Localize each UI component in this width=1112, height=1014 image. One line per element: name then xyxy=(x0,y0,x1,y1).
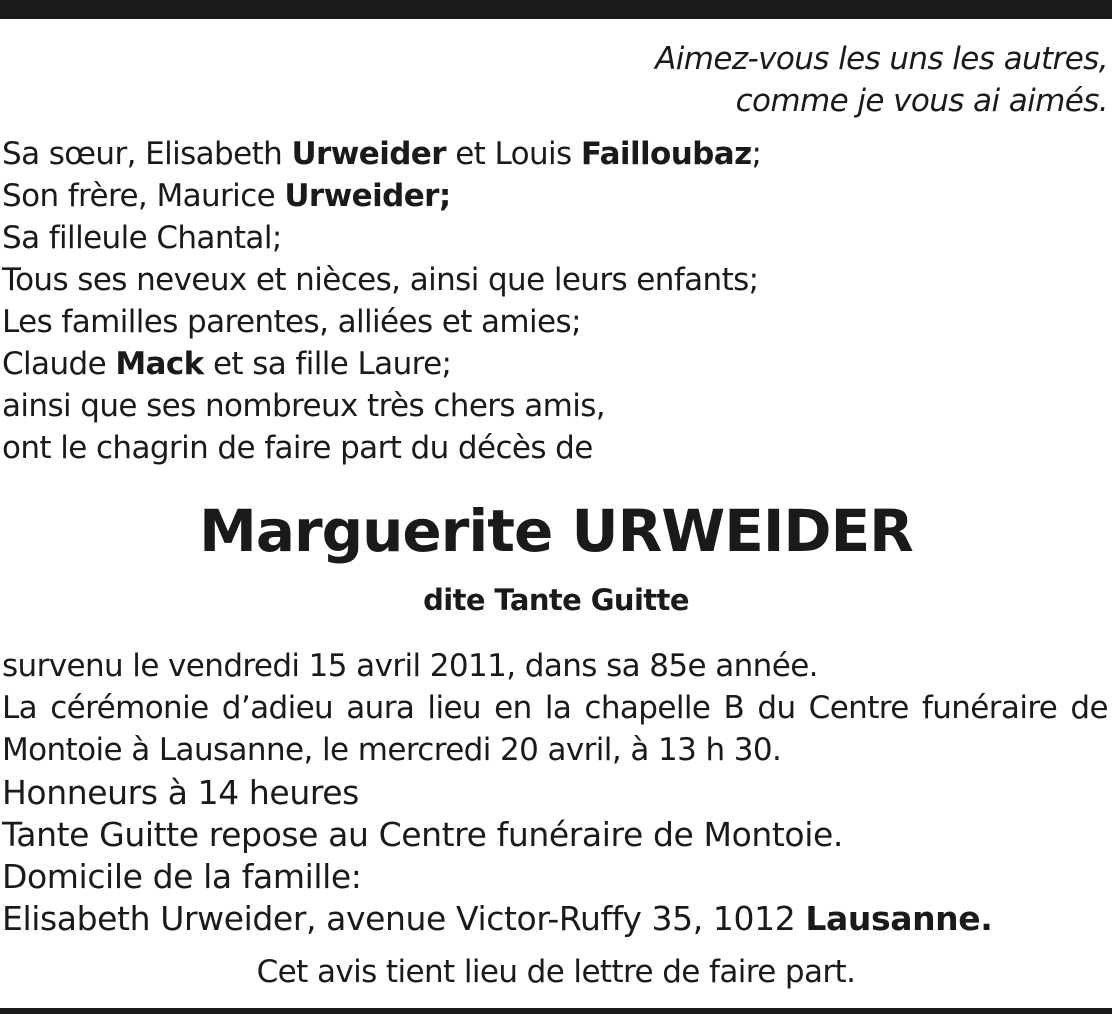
deceased-nickname: dite Tante Guitte xyxy=(423,583,689,617)
family-line-announcement: ont le chagrin de faire part du décès de xyxy=(2,430,593,466)
detail-ceremony: La cérémonie d’adieu aura lieu en la chapelle B du Centre funéraire de xyxy=(2,690,1108,726)
surname: Mack xyxy=(115,346,204,382)
text: Claude xyxy=(2,346,116,382)
closing-note: Cet avis tient lieu de lettre de faire part. xyxy=(256,954,856,990)
address: Elisabeth Urweider, avenue Victor-Ruffy 35, 1012 xyxy=(2,899,806,938)
family-line-goddaughter: Sa filleule Chantal; xyxy=(2,220,282,256)
city: Lausanne. xyxy=(805,899,993,938)
epigraph-line-1: Aimez-vous les uns les autres, xyxy=(655,41,1108,77)
text: Sa sœur, Elisabeth xyxy=(2,136,292,172)
detail-domicile-label: Domicile de la famille: xyxy=(2,857,362,896)
surname: Failloubaz xyxy=(580,136,752,172)
family-line-friends: ainsi que ses nombreux très chers amis, xyxy=(2,388,606,424)
detail-honours: Honneurs à 14 heures xyxy=(2,773,359,812)
deceased-name: Marguerite URWEIDER xyxy=(199,497,913,565)
detail-ceremony-date: Montoie à Lausanne, le mercredi 20 avril, à 13 h 30. xyxy=(2,732,782,768)
detail-domicile-address xyxy=(2,898,992,940)
family-line-sister xyxy=(2,134,761,174)
detail-rest-place: Tante Guitte repose au Centre funéraire de Montoie. xyxy=(2,815,843,854)
detail-death-date: survenu le vendredi 15 avril 2011, dans sa 85e année. xyxy=(2,648,818,684)
text: et Louis xyxy=(445,136,581,172)
surname: Urweider; xyxy=(284,178,451,214)
epigraph xyxy=(208,38,1108,122)
epigraph-line-2: comme je vous ai aimés. xyxy=(735,83,1108,119)
top-rule xyxy=(0,0,1112,19)
text: ; xyxy=(751,136,762,172)
text: Son frère, Maurice xyxy=(2,178,285,214)
text: et sa fille Laure; xyxy=(203,346,452,382)
bottom-rule xyxy=(0,1008,1112,1014)
family-line-claude xyxy=(2,344,451,384)
surname: Urweider xyxy=(291,136,446,172)
family-line-brother xyxy=(2,176,451,216)
family-line-relatives: Les familles parentes, alliées et amies; xyxy=(2,304,581,340)
family-line-nephews: Tous ses neveux et nièces, ainsi que leurs enfants; xyxy=(2,262,759,298)
